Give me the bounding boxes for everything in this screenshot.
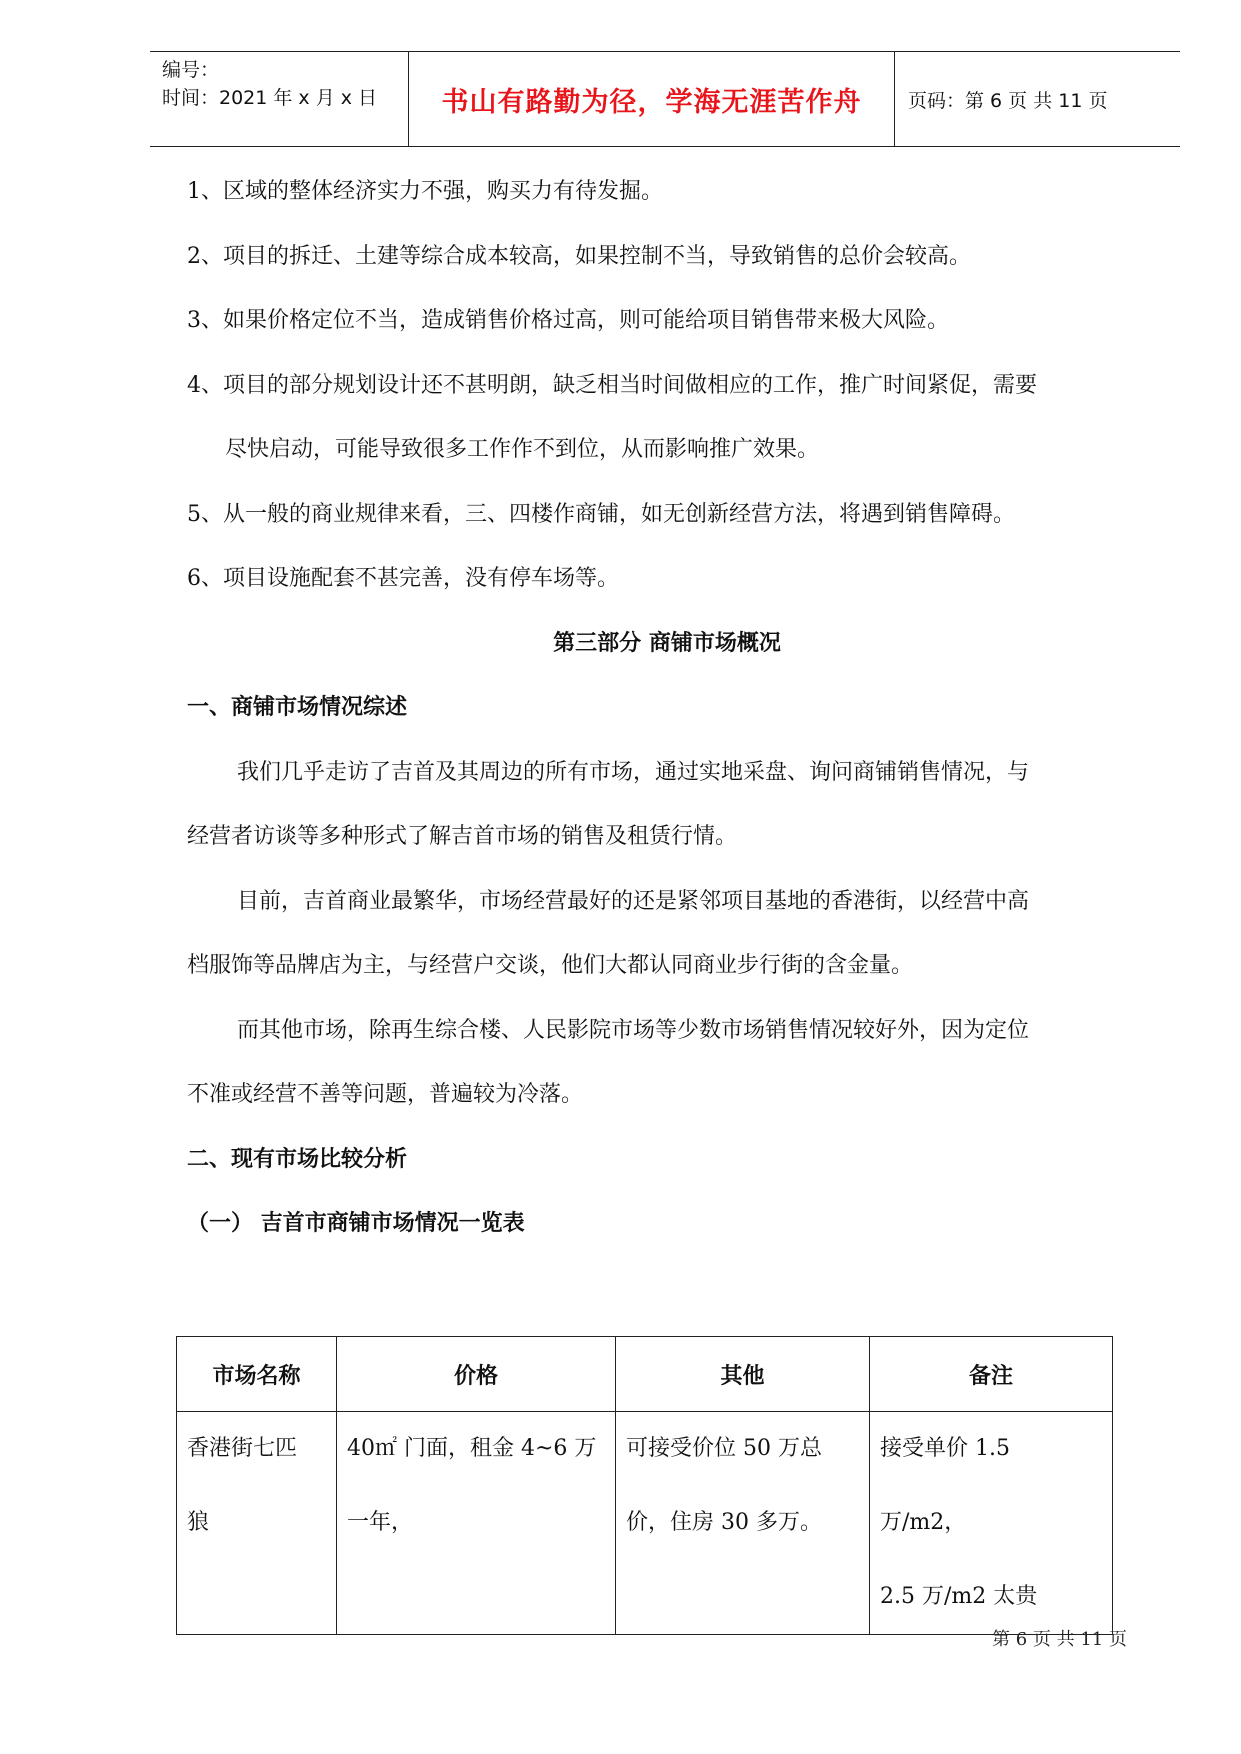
page-header <box>150 51 1180 147</box>
document-body <box>187 160 1147 1257</box>
risk-item-5: 5、从一般的商业规律来看，三、四楼作商铺，如无创新经营方法，将遇到销售障碍。 <box>187 501 1015 527</box>
cell-line: 一年， <box>347 1510 414 1535</box>
cell-line: 可接受价位 50 万总 <box>626 1436 822 1461</box>
paragraph-1-line-1: 我们几乎走访了吉首及其周边的所有市场，通过实地采盘、询问商铺销售情况，与 <box>237 759 1030 785</box>
column-header-price: 价格 <box>337 1337 616 1412</box>
risk-item-4-continued: 尽快启动，可能导致很多工作作不到位，从而影响推广效果。 <box>225 437 820 462</box>
document-date: 时间：2021 年 x 月 x 日 <box>162 87 378 109</box>
paragraph-3-line-1: 而其他市场，除再生综合楼、人民影院市场等少数市场销售情况较好外，因为定位 <box>237 1017 1030 1043</box>
document-number-label: 编号： <box>162 59 220 81</box>
section-title-comparison: 二、现有市场比较分析 <box>187 1146 408 1172</box>
risk-item-4: 4、项目的部分规划设计还不甚明朗，缺乏相当时间做相应的工作，推广时间紧促，需要 <box>187 372 1037 398</box>
risk-item-3: 3、如果价格定位不当，造成销售价格过高，则可能给项目销售带来极大风险。 <box>187 308 949 333</box>
header-divider <box>894 52 895 146</box>
risk-item-6: 6、项目设施配套不甚完善，没有停车场等。 <box>187 566 619 591</box>
cell-notes <box>870 1412 1113 1635</box>
cell-line: 2.5 万/m2 太贵 <box>880 1584 1038 1609</box>
section-title-overview: 一、商铺市场情况综述 <box>187 695 408 720</box>
header-meta <box>162 56 377 112</box>
table-row <box>177 1412 1113 1635</box>
paragraph-2-line-2: 档服饰等品牌店为主，与经营户交谈，他们大都认同商业步行街的含金量。 <box>187 953 914 978</box>
column-header-notes: 备注 <box>870 1337 1113 1412</box>
column-header-other: 其他 <box>616 1337 870 1412</box>
risk-item-2: 2、项目的拆迁、土建等综合成本较高，如果控制不当，导致销售的总价会较高。 <box>187 243 971 269</box>
market-table <box>176 1336 1113 1635</box>
cell-price <box>337 1412 616 1635</box>
part-title: 第三部分 商铺市场概况 <box>553 630 781 656</box>
cell-line: 狼 <box>187 1510 210 1535</box>
cell-other <box>616 1412 870 1635</box>
table-header-row <box>177 1337 1113 1412</box>
paragraph-1-line-2: 经营者访谈等多种形式了解吉首市场的销售及租赁行情。 <box>187 824 738 849</box>
column-header-market-name: 市场名称 <box>177 1337 337 1412</box>
page-footer: 第 6 页 共 11 页 <box>992 1629 1127 1650</box>
cell-line: 接受单价 1.5 万/m2， <box>880 1436 1010 1535</box>
cell-line: 价，住房 30 多万。 <box>626 1510 822 1535</box>
header-motto: 书山有路勤为径，学海无涯苦作舟 <box>441 86 862 118</box>
paragraph-3-line-2: 不准或经营不善等问题，普遍较为冷落。 <box>187 1082 584 1107</box>
cell-line: 40㎡ 门面，租金 4~6 万 <box>347 1436 597 1461</box>
risk-item-1: 1、区域的整体经济实力不强，购买力有待发掘。 <box>187 179 663 204</box>
cell-market-name <box>177 1412 337 1635</box>
cell-line: 香港街七匹 <box>187 1436 298 1461</box>
subsection-title-table: （一） 吉首市商铺市场情况一览表 <box>187 1211 525 1236</box>
paragraph-2-line-1: 目前，吉首商业最繁华，市场经营最好的还是紧邻项目基地的香港街，以经营中高 <box>237 888 1030 914</box>
header-page-number: 页码：第 6 页 共 11 页 <box>908 90 1108 112</box>
